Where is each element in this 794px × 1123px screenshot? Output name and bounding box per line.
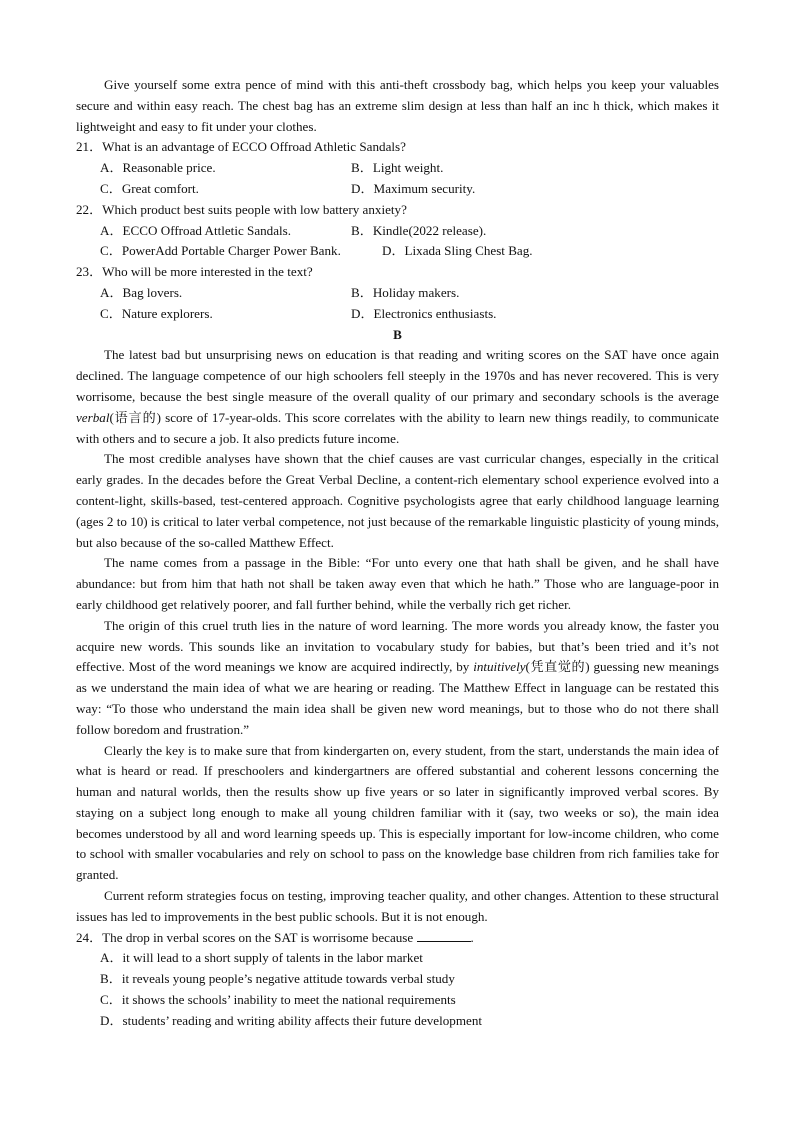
option-a: A．Bag lovers.	[100, 284, 183, 300]
text: score of 17-year-olds. This score correlates with the ability to learn new things readily, to communicate with others and to secure a job. It also predicts future income.	[76, 409, 719, 446]
paragraph-2: The most credible analyses have shown that the chief causes are vast curricular changes, especially in the critical early grades. In the decades before the Great Verbal Decline, a content-rich elementary school experience evolved into a content-light, skills-based, test-centered approach. Cognitive psychologists agree that early childhood language learning (ages 2 to 10) is critical to later verbal competence, not just because of the remarkable linguistic plasticity of young minds, but also because of the so-called Matthew Effect.	[76, 451, 719, 550]
options	[76, 948, 719, 1031]
text: The origin of this cruel truth lies in the nature of word learning. The more words you already know, the faster you acquire new words. This sounds like an invitation to vocabulary study for babies, but that’s been tried and it’s not effective. Most of the word meanings we know are acquired indirectly, by	[76, 617, 719, 675]
gloss: (语言的)	[109, 409, 161, 425]
option-c: C．Nature explorers.	[100, 305, 213, 321]
passage-a-paragraph: Give yourself some extra pence of mind with this anti-theft crossbody bag, which helps you keep your valuables secure and within easy reach. The chest bag has an extreme slim design at less than half an inc h thick, which makes it lightweight and easy to fit under your clothes.	[76, 77, 719, 134]
text: guessing new meanings as we understand the main idea of what we are hearing or reading. The Matthew Effect in language can be restated this way: “To those who understand the main idea shall be given new word meanings, but to those who do not there shall follow boredom and frustration.”	[76, 659, 719, 737]
section-heading: B	[393, 326, 402, 342]
options	[76, 158, 719, 200]
paragraph-4	[76, 616, 719, 741]
question-22	[76, 200, 719, 262]
option-d: D．Lixada Sling Chest Bag.	[382, 243, 533, 259]
question-23	[76, 262, 719, 324]
option-a: A．it will lead to a short supply of talents in the labor market	[100, 950, 423, 966]
option-a: A．ECCO Offroad Attletic Sandals.	[100, 222, 292, 238]
option-a: A．Reasonable price.	[100, 160, 216, 176]
question-stem: 23．Who will be more interested in the text?	[76, 264, 313, 280]
glossed-term: verbal	[76, 409, 110, 425]
paragraph-1	[76, 345, 719, 449]
answer-blank	[417, 929, 471, 942]
question-stem	[76, 928, 719, 949]
options	[76, 283, 719, 325]
option-c: C．it shows the schools’ inability to meet the national requirements	[100, 992, 456, 1008]
paragraph-6: Current reform strategies focus on testing, improving teacher quality, and other changes. Attention to these structural issues has led to improvements in the best public schools. But it is not enough.	[76, 888, 719, 924]
options	[76, 221, 719, 242]
option-c: C．PowerAdd Portable Charger Power Bank.	[100, 243, 341, 259]
exam-page	[76, 75, 719, 1032]
gloss: (凭直觉的)	[525, 659, 590, 675]
text: The latest bad but unsurprising news on education is that reading and writing scores on the SAT have once again declined. The language competence of our high schoolers fell steeply in the 1970s and has never recovered. This is very worrisome, because the best single measure of the overall quality of our primary and secondary schools is the average	[76, 347, 719, 404]
option-b: B．Kindle(2022 release).	[351, 222, 487, 238]
question-stem: 22．Which product best suits people with low battery anxiety?	[76, 201, 407, 217]
options	[76, 241, 719, 262]
option-d: D．Electronics enthusiasts.	[351, 305, 497, 321]
stem-end: .	[470, 929, 474, 945]
paragraph-5: Clearly the key is to make sure that from kindergarten on, every student, from the start, understands the main idea of what is heard or read. If preschoolers and kindergartners are offered substantial and coherent lessons concerning the human and natural worlds, then the results show up five years or so later in significantly improved verbal scores. By staying on a subject long enough to make all young children familiar with it (say, two weeks or so), the main idea becomes understood by all and word learning speeds up. This is especially important for low-income children, who come to school with smaller vocabularies and rely on school to pass on the knowledge base children from rich families take for granted.	[76, 742, 719, 883]
glossed-term: intuitively	[473, 659, 526, 675]
option-d: D．students’ reading and writing ability affects their future development	[100, 1012, 483, 1028]
question-stem: 21．What is an advantage of ECCO Offroad Athletic Sandals?	[76, 139, 406, 155]
question-21	[76, 137, 719, 199]
paragraph-3: The name comes from a passage in the Bible: “For unto every one that hath shall be given, and he shall have abundance: but from him that hath not shall be taken away even that which he hath.” Those who are language-poor in early childhood get relatively poorer, and fall further behind, while the verbally rich get richer.	[76, 555, 719, 612]
question-24	[76, 928, 719, 1032]
option-d: D．Maximum security.	[351, 180, 476, 196]
option-c: C．Great comfort.	[100, 180, 199, 196]
option-b: B．Holiday makers.	[351, 284, 460, 300]
option-b: B．it reveals young people’s negative attitude towards verbal study	[100, 971, 455, 987]
stem-text: 24．The drop in verbal scores on the SAT is worrisome because	[76, 929, 414, 945]
option-b: B．Light weight.	[351, 160, 444, 176]
